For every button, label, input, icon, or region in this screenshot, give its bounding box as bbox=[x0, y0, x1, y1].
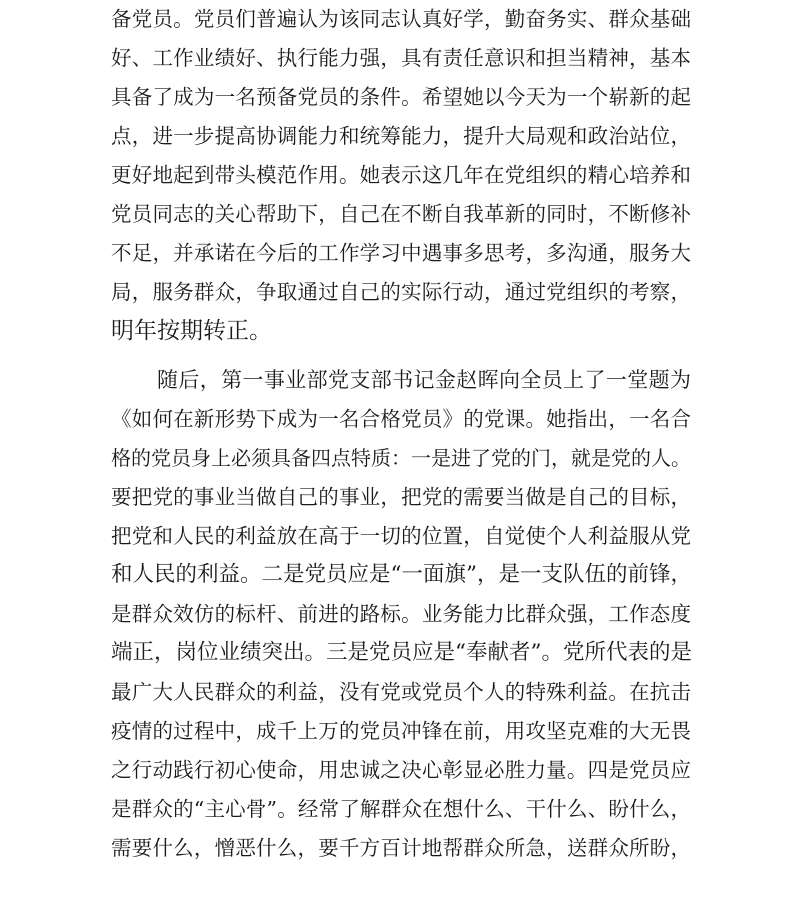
text-line: 备党员。党员们普遍认为该同志认真好学，勤奋务实、群众基础 bbox=[111, 7, 691, 31]
text-line: 是群众的“主心骨”。经常了解群众在想什么、干什么、盼什么， bbox=[111, 797, 691, 821]
text-line: 格的党员身上必须具备四点特质：一是进了党的门，就是党的人。 bbox=[111, 446, 691, 470]
text-line: 和人民的利益。二是党员应是“一面旗”，是一支队伍的前锋， bbox=[111, 562, 692, 587]
text-line: 《如何在新形势下成为一名合格党员》的党课。她指出，一名合 bbox=[111, 407, 691, 431]
text-line: 好、工作业绩好、执行能力强，具有责任意识和担当精神，基本 bbox=[111, 46, 691, 70]
text-line: 随后，第一事业部党支部书记金赵晖向全员上了一堂题为 bbox=[157, 368, 691, 392]
text-line: 明年按期转正。 bbox=[111, 318, 272, 344]
text-line: 是群众效仿的标杆、前进的路标。业务能力比群众强，工作态度 bbox=[111, 602, 691, 626]
text-line: 端正，岗位业绩突出。三是党员应是“奉献者”。党所代表的是 bbox=[111, 640, 692, 665]
text-line: 最广大人民群众的利益，没有党或党员个人的特殊利益。在抗击 bbox=[111, 680, 691, 704]
text-line: 把党和人民的利益放在高于一切的位置，自觉使个人利益服从党 bbox=[111, 524, 691, 548]
text-line: 党员同志的关心帮助下，自己在不断自我革新的同时，不断修补 bbox=[111, 202, 691, 226]
text-line: 之行动践行初心使命，用忠诚之决心彰显必胜力量。四是党员应 bbox=[111, 758, 691, 782]
text-line: 疫情的过程中，成千上万的党员冲锋在前，用攻坚克难的大无畏 bbox=[111, 719, 691, 743]
text-line: 要把党的事业当做自己的事业，把党的需要当做是自己的目标， bbox=[111, 485, 691, 509]
text-line: 需要什么，憎恶什么，要千方百计地帮群众所急，送群众所盼， bbox=[111, 836, 691, 860]
text-line: 局，服务群众，争取通过自己的实际行动，通过党组织的考察， bbox=[111, 280, 691, 304]
text-line: 具备了成为一名预备党员的条件。希望她以今天为一个崭新的起 bbox=[111, 85, 691, 109]
text-line: 不足，并承诺在今后的工作学习中遇事多思考，多沟通，服务大 bbox=[111, 241, 691, 265]
text-line: 更好地起到带头模范作用。她表示这几年在党组织的精心培养和 bbox=[111, 163, 691, 187]
text-line: 点，进一步提高协调能力和统筹能力，提升大局观和政治站位， bbox=[111, 124, 691, 148]
